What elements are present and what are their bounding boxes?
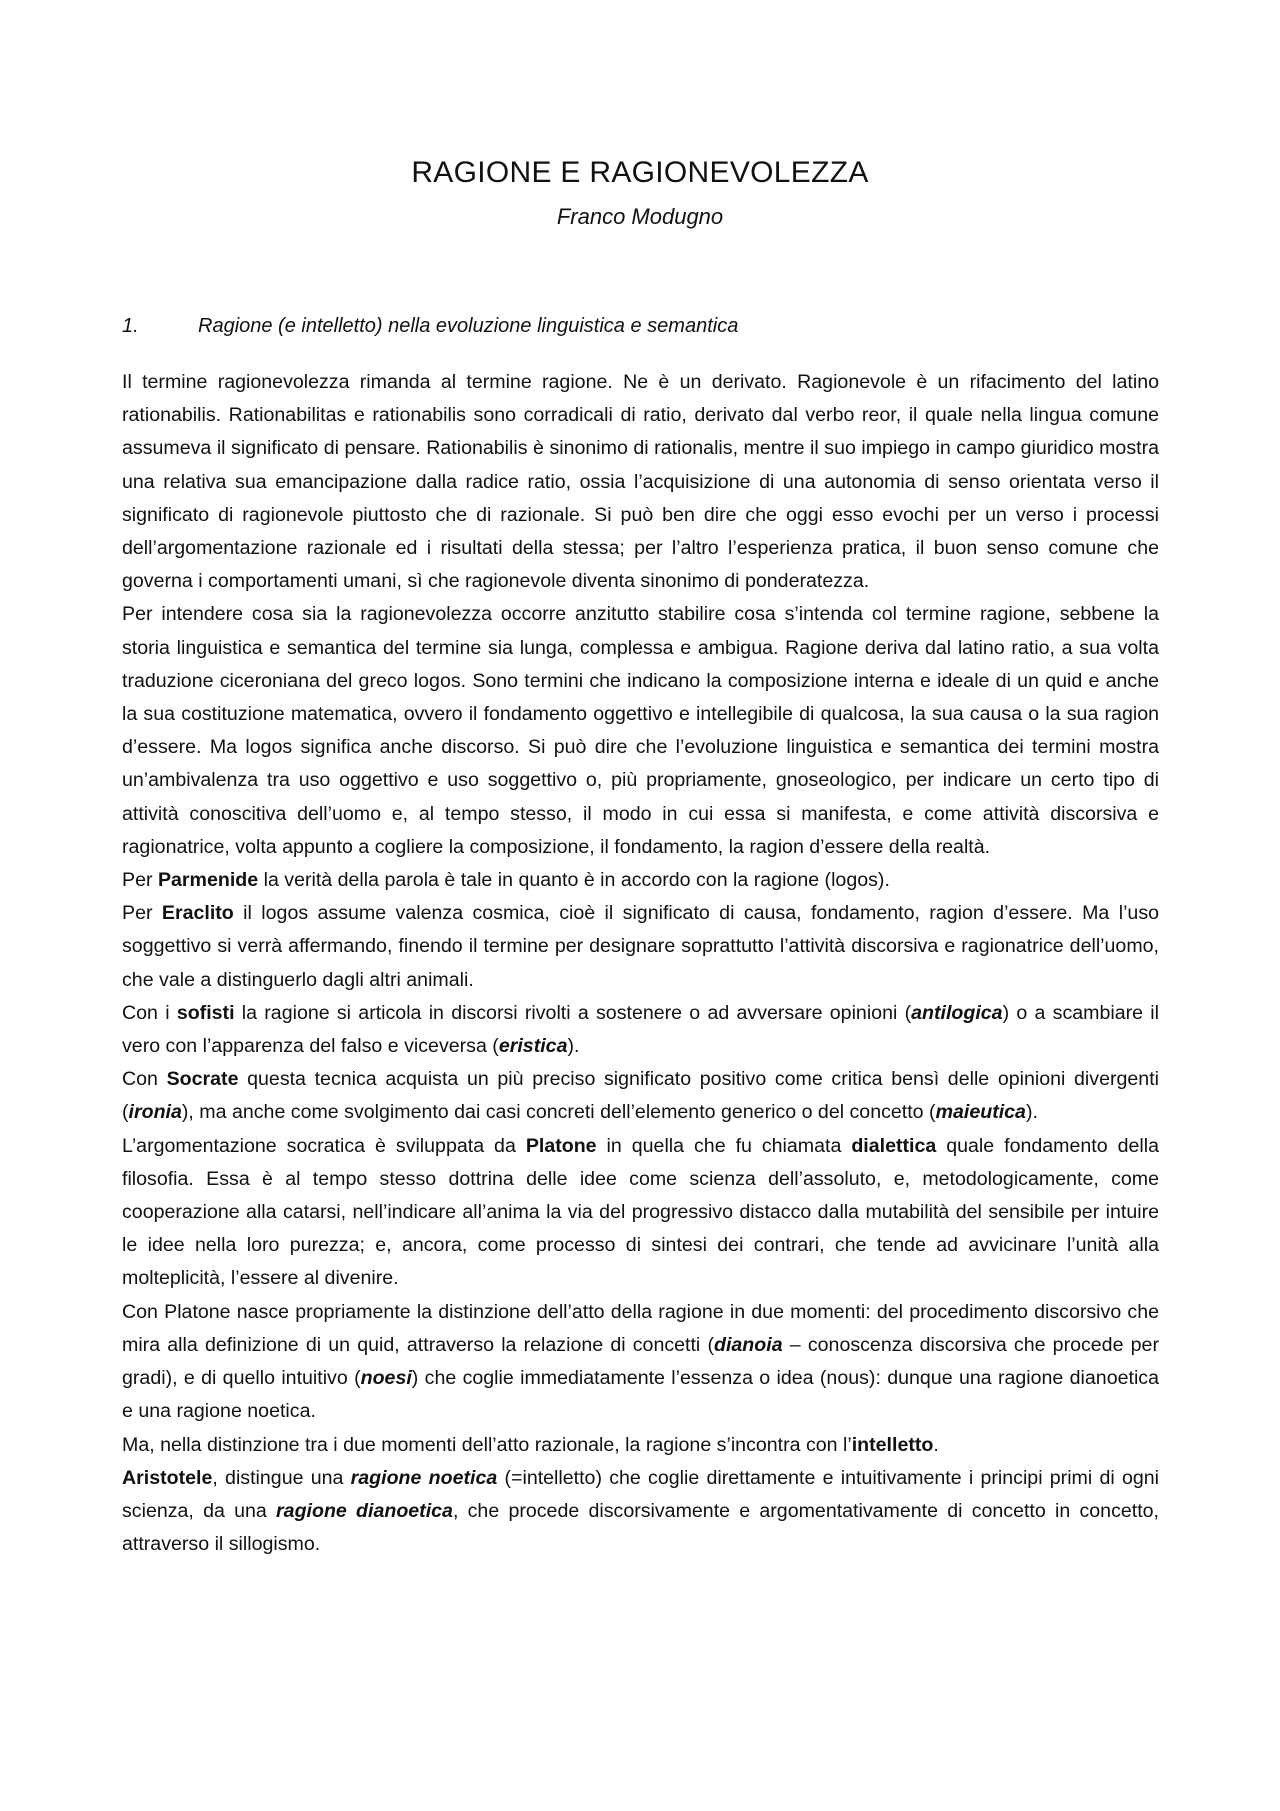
bold-term: Parmenide xyxy=(157,869,259,892)
emphasis-term-wrapper xyxy=(911,1002,1002,1024)
bold-term: Platone xyxy=(525,1134,597,1157)
text-run: Con i xyxy=(122,1001,177,1024)
emphasis-term-wrapper xyxy=(361,1367,412,1389)
emphasis-term: antilogica xyxy=(911,1001,1003,1024)
document-title: RAGIONE E RAGIONEVOLEZZA xyxy=(411,156,869,189)
emphasis-term-wrapper xyxy=(499,1035,568,1057)
emphasis-term-wrapper xyxy=(351,1467,498,1489)
text-run: la verità della parola è tale in quanto è in accordo con la ragione (logos). xyxy=(258,869,890,892)
text-run: la ragione si articola in discorsi rivolti a sostenere o ad avversare opinioni ( xyxy=(234,1001,912,1024)
paragraph xyxy=(122,897,1159,997)
emphasis-term: eristica xyxy=(498,1035,568,1058)
text-run: ). xyxy=(567,1035,580,1058)
text-run: Con xyxy=(122,1068,167,1091)
bold-term: Eraclito xyxy=(161,902,234,925)
text-run: Per intendere cosa sia la ragionevolezza occorre anzitutto stabilire cosa s’intenda col termine ragione, sebbene la storia linguistica e semantica del termine sia lunga, complessa e ambigua. Ragione deriva dal latino ratio, a sua volta traduzione ciceroniana del greco logos. Sono termini che indicano la composizione interna e ideale di un quid e anche la sua costituzione matematica, ovvero il fondamento oggettivo e intellegibile di qualcosa, la sua causa o la sua ragion d’essere. Ma logos significa anche discorso. Si può dire che l’evoluzione linguistica e semantica dei termini mostra un’ambivalenza tra uso oggettivo e uso soggettivo o, più propriamente, gnoseologico, per indicare un certo tipo di attività conoscitiva dell’uomo e, al tempo stesso, il modo in cui essa si manifesta, e come attività discorsiva e ragionatrice, volta appunto a cogliere la composizione, il fondamento, la ragion d’essere della realtà. xyxy=(122,603,1159,858)
text-run: ), ma anche come svolgimento dai casi concreti dell’elemento generico o del concetto ( xyxy=(181,1101,936,1124)
text-run: in quella che fu chiamata xyxy=(596,1134,852,1157)
emphasis-term: ragione noetica xyxy=(350,1466,498,1489)
text-run: (=intelletto) che coglie direttamente e intuitivamente i principi primi di ogni scienza, da una xyxy=(122,1466,1159,1522)
emphasis-term-wrapper xyxy=(276,1500,453,1522)
emphasis-term: maieutica xyxy=(935,1101,1026,1124)
text-run: quale fondamento della filosofia. Essa è al tempo stesso dottrina delle idee come scienza dell’assoluto, e, metodologicamente, come cooperazione alla catarsi, nell’indicare all’anima la via del progressivo distacco dalla mutabilità del sensibile per intuire le idee nella loro purezza; e, ancora, come processo di sintesi dei contrari, che tende ad avvicinare l’unità alla molteplicità, l’essere al divenire. xyxy=(122,1134,1159,1290)
bold-term: sofisti xyxy=(176,1001,235,1024)
text-run: ). xyxy=(1025,1101,1038,1124)
text-run: questa tecnica acquista un più preciso significato positivo come critica bensì delle opinioni divergenti ( xyxy=(122,1068,1159,1124)
text-run: ) o a scambiare il vero con l’apparenza del falso e viceversa ( xyxy=(122,1001,1159,1058)
bold-term: Aristotele xyxy=(122,1466,213,1489)
paragraph xyxy=(122,1063,1159,1129)
text-run: Con Platone nasce propriamente la distinzione dell’atto della ragione in due momenti: del procedimento discorsivo che mira alla definizione di un quid, attraverso la relazione di concetti ( xyxy=(122,1300,1159,1356)
paragraph xyxy=(122,1429,1159,1462)
emphasis-term: noesi xyxy=(360,1367,412,1390)
paragraph xyxy=(122,1296,1159,1429)
emphasis-term: dianoia xyxy=(714,1333,783,1356)
emphasis-term: ironia xyxy=(128,1101,182,1124)
text-run: Ma, nella distinzione tra i due momenti dell’atto razionale, la ragione s’incontra con l’ xyxy=(122,1433,852,1456)
bold-term: Socrate xyxy=(166,1068,239,1091)
text-run: . xyxy=(933,1433,939,1456)
emphasis-term-wrapper xyxy=(936,1101,1026,1123)
document-body xyxy=(122,366,1159,1561)
bold-term: intelletto xyxy=(851,1433,934,1456)
emphasis-term-wrapper xyxy=(129,1101,182,1123)
paragraph xyxy=(122,1130,1159,1296)
text-run: L’argomentazione socratica è sviluppata da xyxy=(122,1134,526,1157)
section-heading xyxy=(122,315,738,338)
paragraph xyxy=(122,366,1159,598)
emphasis-term-wrapper xyxy=(714,1334,783,1356)
text-run: Per xyxy=(122,902,162,925)
text-run: ) che coglie immediatamente l’essenza o idea (nous): dunque una ragione dianoetica e una ragione noetica. xyxy=(122,1367,1159,1423)
emphasis-term: ragione dianoetica xyxy=(276,1499,453,1522)
text-run: , distingue una xyxy=(212,1466,351,1489)
text-run: , che procede discorsivamente e argomentativamente di concetto in concetto, attraverso il sillogismo. xyxy=(122,1499,1159,1556)
text-run: Il termine ragionevolezza rimanda al termine ragione. Ne è un derivato. Ragionevole è un rifacimento del latino rationabilis. Rationabilitas e rationabilis sono corradicali di ratio, derivato dal verbo reor, il quale nella lingua comune assumeva il significato di pensare. Rationabilis è sinonimo di rationalis, mentre il suo impiego in campo giuridico mostra una relativa sua emancipazione dalla radice ratio, ossia l’acquisizione di una autonomia di senso orientata verso il significato di ragionevole piuttosto che di razionale. Si può ben dire che oggi esso evochi per un verso i processi dell’argomentazione razionale ed i risultati della stessa; per l’altro l’esperienza pratica, il buon senso comune che governa i comportamenti umani, sì che ragionevole diventa sinonimo di ponderatezza. xyxy=(122,371,1159,593)
text-run: Per xyxy=(122,869,158,892)
document-author: Franco Modugno xyxy=(556,204,724,229)
paragraph xyxy=(122,598,1159,864)
section-title: Ragione (e intelletto) nella evoluzione linguistica e semantica xyxy=(198,315,739,337)
paragraph xyxy=(122,864,1159,897)
text-run: – conoscenza discorsiva che procede per gradi), e di quello intuitivo ( xyxy=(122,1333,1159,1390)
section-number: 1. xyxy=(122,315,139,337)
paragraph xyxy=(122,997,1159,1063)
paragraph xyxy=(122,1462,1159,1562)
bold-term: dialettica xyxy=(851,1134,937,1157)
text-run: il logos assume valenza cosmica, cioè il significato di causa, fondamento, ragion d’essere. Ma l’uso soggettivo si verrà affermando, finendo il termine per designare soprattutto l’attività discorsiva e ragionatrice dell’uomo, che vale a distinguerlo dagli altri animali. xyxy=(122,902,1160,991)
